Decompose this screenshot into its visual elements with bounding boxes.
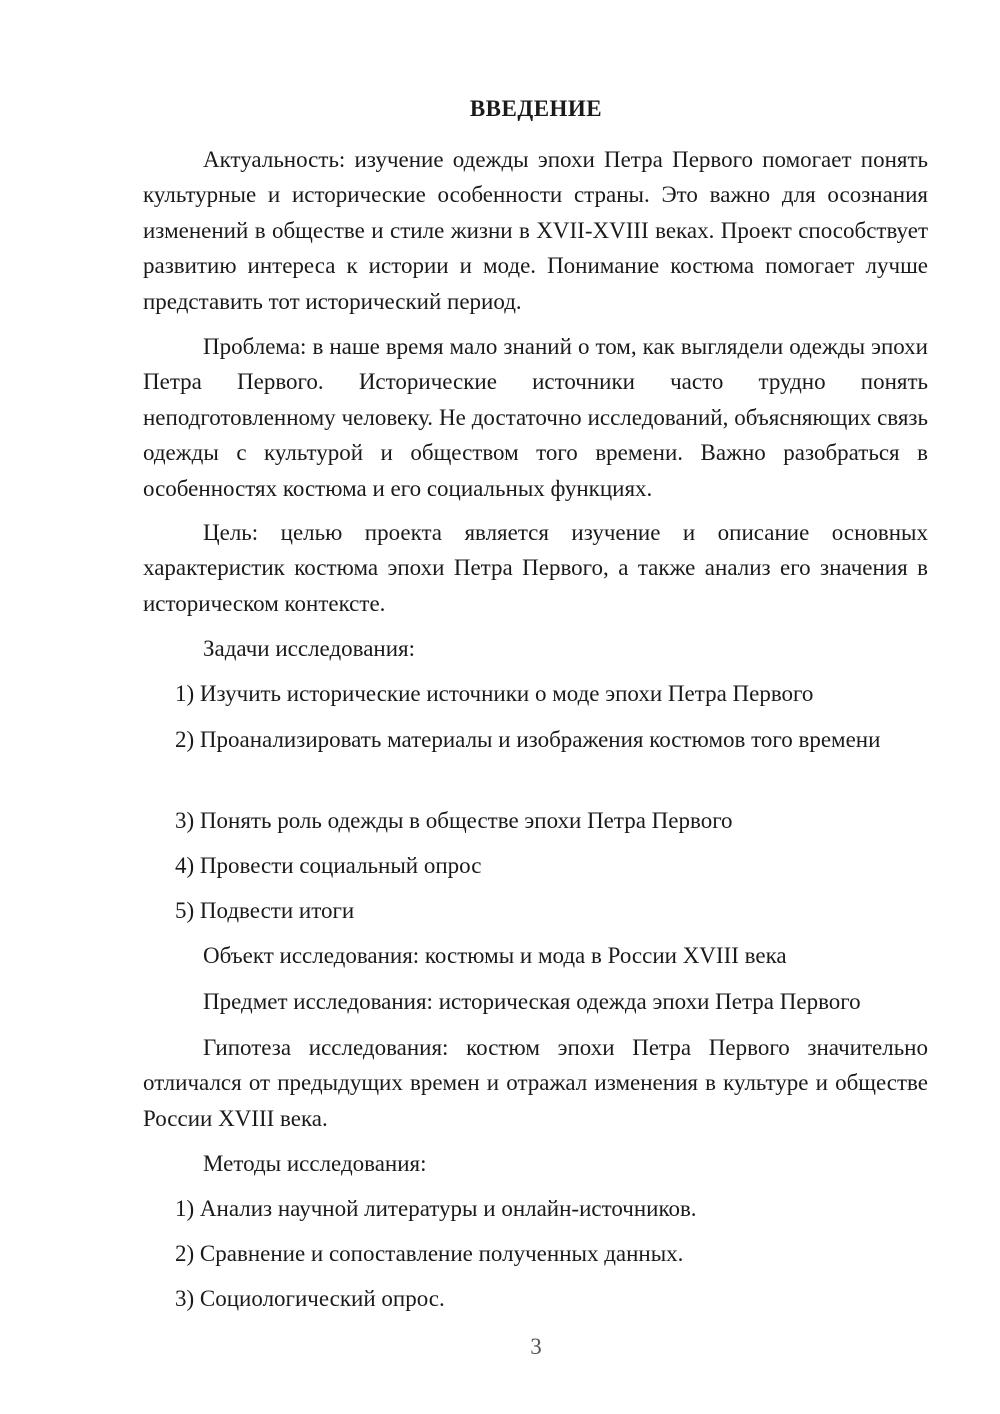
method-item-1: 1) Анализ научной литературы и онлайн-источников. xyxy=(175,1196,697,1221)
task-item-1: 1) Изучить исторические источники о моде эпохи Петра Первого xyxy=(175,681,814,706)
page-number: 3 xyxy=(530,1334,542,1359)
goal-paragraph: Цель: целью проекта является изучение и описание основных характеристик костюма эпохи Петра Первого, а также анализ его значения в историческом контексте. xyxy=(143,520,928,616)
task-item-3: 3) Понять роль одежды в обществе эпохи Петра Первого xyxy=(175,808,733,833)
object-paragraph: Объект исследования: костюмы и мода в России XVIII века xyxy=(203,943,787,968)
page-title: ВВЕДЕНИЕ xyxy=(469,96,603,121)
subject-paragraph: Предмет исследования: историческая одежда эпохи Петра Первого xyxy=(203,989,861,1014)
tasks-heading: Задачи исследования: xyxy=(203,636,416,661)
problem-paragraph: Проблема: в наше время мало знаний о том, как выглядели одежды эпохи Петра Первого. Исторические источники часто трудно понять неподготовленному человеку. Не достаточно исследований, объясняющих связь одежды с культурой и обществом того времени. Важно разобраться в особенностях костюма и его социальных функциях. xyxy=(143,334,928,501)
methods-heading: Методы исследования: xyxy=(203,1151,427,1176)
task-item-5: 5) Подвести итоги xyxy=(175,898,355,923)
method-item-2: 2) Сравнение и сопоставление полученных данных. xyxy=(175,1241,684,1266)
task-item-2: 2) Проанализировать материалы и изображения костюмов того времени xyxy=(175,727,881,752)
method-item-3: 3) Социологический опрос. xyxy=(175,1286,445,1311)
relevance-paragraph: Актуальность: изучение одежды эпохи Петра Первого помогает понять культурные и исторические особенности страны. Это важно для осознания изменений в обществе и стиле жизни в XVII-XVIII веках. Проект способствует развитию интереса к истории и моде. Понимание костюма помогает лучше представить тот исторический период. xyxy=(143,147,928,314)
hypothesis-paragraph: Гипотеза исследования: костюм эпохи Петра Первого значительно отличался от предыдущих времен и отражал изменения в культуре и обществе России XVIII века. xyxy=(143,1035,928,1131)
task-item-4: 4) Провести социальный опрос xyxy=(175,853,482,878)
